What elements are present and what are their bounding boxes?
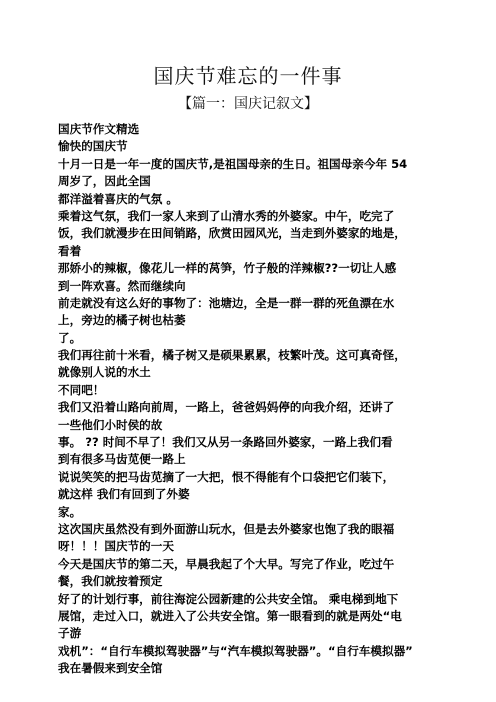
body-line: 戏机”：“自行车模拟驾驶器”与“汽车模拟驾驶器”。“自行车模拟器”: [58, 643, 413, 658]
body-line: 到有很多马齿苋便一路上: [58, 452, 186, 467]
body-line: 饭，我们就漫步在田间销路，欣赏田园风光，当走到外婆家的地是，: [58, 226, 406, 241]
body-line: 上，旁边的橘子树也枯萎: [58, 313, 186, 328]
body-line: 展馆，走过入口，就进入了公共安全馆。第一眼看到的就是两处“电: [58, 608, 402, 623]
body-line: 餐，我们就按着预定: [58, 574, 163, 589]
document-subtitle: 【篇一：国庆记叙文】: [178, 96, 318, 112]
body-line: 就像别人说的水土: [58, 365, 151, 380]
body-line: 一些他们小时侯的故: [58, 417, 163, 432]
body-line: 看着: [58, 243, 82, 258]
body-line: 事。 ?? 时间不早了！我们又从另一条路回外婆家，一路上我们看: [58, 435, 393, 450]
body-line: 今天是国庆节的第二天，早晨我起了个大早。写完了作业，吃过午: [58, 556, 395, 571]
body-line: 国庆节作文精选: [58, 122, 140, 136]
body-line: 家。: [58, 504, 82, 519]
body-line: 呀！！！国庆节的一天: [58, 539, 174, 554]
body-line: 乘着这气氛，我们一家人来到了山清水秀的外婆家。中午，吃完了: [58, 208, 395, 223]
body-line: 不同吧！: [58, 382, 105, 397]
body-line: 到一阵欢喜。然而继续向: [58, 278, 186, 293]
body-line: 子游: [58, 626, 82, 641]
body-line: 说说笑笑的把马齿苋摘了一大把，恨不得能有个口袋把它们装下，: [58, 469, 395, 484]
body-line: 前走就没有这么好的事物了：池塘边，全是一群一群的死鱼漂在水: [58, 295, 395, 310]
body-line: 十月一日是一年一度的国庆节,是祖国母亲的生日。祖国母亲今年 54: [58, 156, 408, 171]
body-line: 那娇小的辣椒，像花儿一样的莴笋，竹子般的洋辣椒??一切让人感: [58, 261, 397, 276]
body-line: 就这样 我们有回到了外婆: [58, 487, 190, 502]
body-line: 我在暑假来到安全馆: [58, 661, 163, 676]
body-line: 好了的计划行事，前往海淀公园新建的公共安全馆。 乘电梯到地下: [58, 591, 399, 606]
body-line: 愉快的国庆节: [58, 139, 128, 154]
document-title: 国庆节难忘的一件事: [153, 64, 343, 88]
body-line: 我们又沿着山路向前周，一路上，爸爸妈妈停的向我介绍，还讲了: [58, 400, 395, 415]
body-line: 都洋溢着喜庆的气氛 。: [58, 191, 178, 206]
body-line: 这次国庆虽然没有到外面游山玩水，但是去外婆家也饱了我的眼福: [58, 521, 395, 536]
body-line: 了。: [58, 330, 82, 345]
document-body: [58, 121, 438, 678]
body-line: 周岁了，因此全国: [58, 174, 151, 189]
body-line: 我们再往前十米看，橘子树又是硕果累累，枝繁叶茂。这可真奇怪，: [58, 348, 406, 363]
